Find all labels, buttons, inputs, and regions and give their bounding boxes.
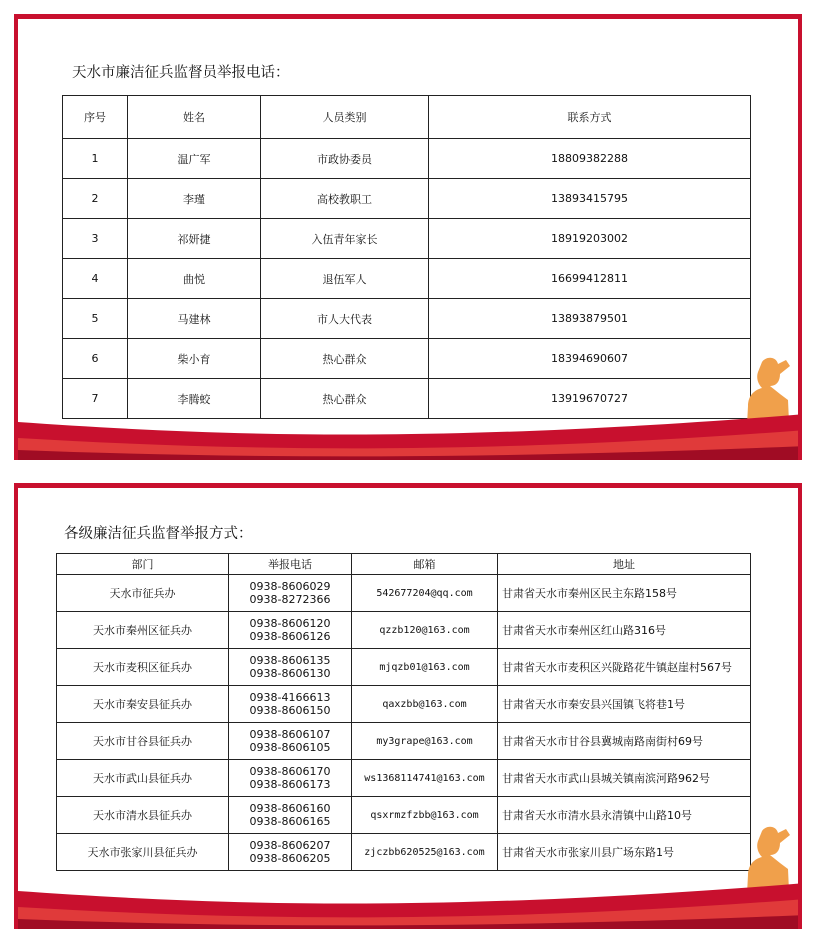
table-header-row [57,554,751,575]
phone-number: 0938-8606130 [249,667,331,680]
cell-phones [229,649,352,686]
cell-department: 天水市张家川县征兵办 [57,834,229,871]
cell-category: 热心群众 [261,379,429,419]
cell-index: 1 [63,139,128,179]
phone-number: 0938-8606165 [249,815,331,828]
cell-email: zjczbb620525@163.com [352,834,498,871]
cell-phones [229,834,352,871]
phone-number: 0938-8606207 [249,839,331,852]
red-ribbon-decoration [18,869,802,929]
phone-number: 0938-8272366 [249,593,331,606]
cell-email: ws1368114741@163.com [352,760,498,797]
phone-number: 0938-8606105 [249,741,331,754]
cell-contact: 13893415795 [429,179,751,219]
cell-address: 甘肃省天水市清水县永清镇中山路10号 [498,797,751,834]
cell-name: 李瑾 [128,179,261,219]
cell-contact: 18394690607 [429,339,751,379]
table-row [63,219,751,259]
cell-phones [229,760,352,797]
department-table [56,553,751,871]
cell-name: 柴小育 [128,339,261,379]
cell-department: 天水市武山县征兵办 [57,760,229,797]
table-row [57,760,751,797]
table-row [57,686,751,723]
cell-category: 高校教职工 [261,179,429,219]
cell-email: mjqzb01@163.com [352,649,498,686]
table-row [63,139,751,179]
cell-name: 温广军 [128,139,261,179]
table-row [57,797,751,834]
supervisor-card [14,14,802,460]
col-header-index: 序号 [63,96,128,139]
cell-category: 退伍军人 [261,259,429,299]
phone-number: 0938-8606150 [249,704,331,717]
col-header-category: 人员类别 [261,96,429,139]
cell-department: 天水市秦安县征兵办 [57,686,229,723]
table-row [63,179,751,219]
table-row [63,299,751,339]
cell-contact: 18809382288 [429,139,751,179]
cell-email: my3grape@163.com [352,723,498,760]
cell-index: 3 [63,219,128,259]
cell-name: 马建林 [128,299,261,339]
cell-email: qsxrmzfzbb@163.com [352,797,498,834]
cell-phones [229,686,352,723]
cell-email: 542677204@qq.com [352,575,498,612]
cell-address: 甘肃省天水市秦安县兴国镇飞将巷1号 [498,686,751,723]
cell-address: 甘肃省天水市秦州区民主东路158号 [498,575,751,612]
cell-category: 市政协委员 [261,139,429,179]
cell-department: 天水市麦积区征兵办 [57,649,229,686]
cell-address: 甘肃省天水市武山县城关镇南滨河路962号 [498,760,751,797]
cell-address: 甘肃省天水市甘谷县冀城南路南街村69号 [498,723,751,760]
col-header-department: 部门 [57,554,229,575]
table-row [57,575,751,612]
cell-name: 李腾蛟 [128,379,261,419]
phone-number: 0938-8606107 [249,728,331,741]
phone-number: 0938-8606135 [249,654,331,667]
table-row [63,339,751,379]
cell-name: 曲悦 [128,259,261,299]
cell-index: 7 [63,379,128,419]
table-header-row [63,96,751,139]
phone-number: 0938-8606160 [249,802,331,815]
supervisor-table [62,95,751,419]
col-header-contact: 联系方式 [429,96,751,139]
phone-number: 0938-8606126 [249,630,331,643]
cell-email: qaxzbb@163.com [352,686,498,723]
red-ribbon-decoration [18,400,802,460]
col-header-address: 地址 [498,554,751,575]
cell-category: 市人大代表 [261,299,429,339]
cell-address: 甘肃省天水市麦积区兴陇路花牛镇赵崖村567号 [498,649,751,686]
cell-contact: 13919670727 [429,379,751,419]
cell-phones [229,612,352,649]
table-row [63,259,751,299]
col-header-phone: 举报电话 [229,554,352,575]
cell-address: 甘肃省天水市秦州区红山路316号 [498,612,751,649]
phone-number: 0938-8606120 [249,617,331,630]
cell-phones [229,723,352,760]
col-header-email: 邮箱 [352,554,498,575]
table-row [57,723,751,760]
cell-index: 4 [63,259,128,299]
cell-name: 祁妍捷 [128,219,261,259]
cell-phones [229,575,352,612]
cell-contact: 16699412811 [429,259,751,299]
cell-contact: 18919203002 [429,219,751,259]
phone-number: 0938-8606205 [249,852,331,865]
col-header-name: 姓名 [128,96,261,139]
department-card [14,483,802,929]
cell-category: 入伍青年家长 [261,219,429,259]
cell-email: qzzb120@163.com [352,612,498,649]
department-section-title: 各级廉洁征兵监督举报方式： [64,526,253,542]
cell-department: 天水市征兵办 [57,575,229,612]
phone-number: 0938-8606029 [249,580,331,593]
cell-index: 2 [63,179,128,219]
cell-index: 6 [63,339,128,379]
supervisor-section-title: 天水市廉洁征兵监督员举报电话： [72,65,290,81]
phone-number: 0938-8606173 [249,778,331,791]
cell-phones [229,797,352,834]
cell-department: 天水市甘谷县征兵办 [57,723,229,760]
cell-category: 热心群众 [261,339,429,379]
table-row [57,612,751,649]
phone-number: 0938-4166613 [249,691,331,704]
table-row [57,649,751,686]
cell-contact: 13893879501 [429,299,751,339]
cell-address: 甘肃省天水市张家川县广场东路1号 [498,834,751,871]
phone-number: 0938-8606170 [249,765,331,778]
cell-index: 5 [63,299,128,339]
table-row [57,834,751,871]
cell-department: 天水市秦州区征兵办 [57,612,229,649]
cell-department: 天水市清水县征兵办 [57,797,229,834]
